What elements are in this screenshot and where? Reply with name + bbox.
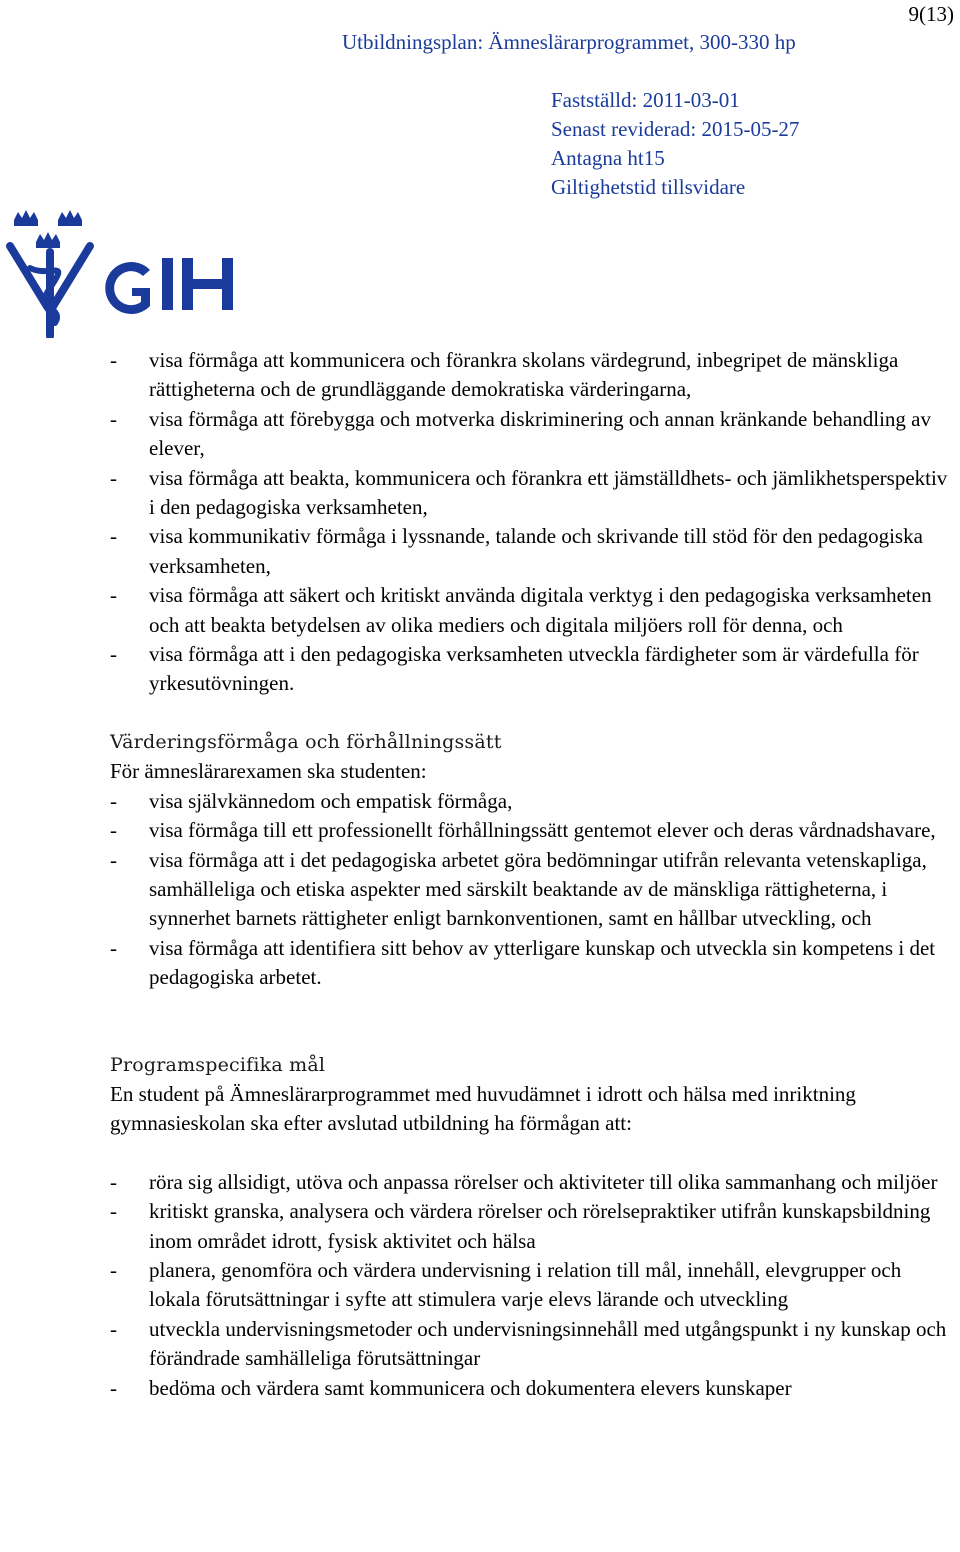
program-goals-list: [110, 1168, 955, 1403]
list-item: - utveckla undervisningsmetoder och undervisningsinnehåll med utgångspunkt i ny kunskap och förändrade samhälleliga förutsättningar: [110, 1316, 947, 1371]
list-item: - visa förmåga att förebygga och motverka diskriminering och annan kränkande behandling av elever,: [110, 406, 931, 461]
meta-admitted: Antagna ht15: [551, 146, 665, 170]
list-item: - visa förmåga till ett professionellt förhållningssätt gentemot elever och deras vårdnadshavare,: [110, 818, 936, 843]
section-heading: Värderingsförmåga och förhållningssätt: [110, 730, 502, 753]
meta-validity: Giltighetstid tillsvidare: [551, 175, 746, 199]
document-body: [110, 346, 955, 1403]
document-meta: [551, 86, 799, 202]
list-item: - planera, genomföra och värdera undervisning i relation till mål, innehåll, elevgrupper och lokala förutsättningar i syfte att stimulera varje elevs lärande och utveckling: [110, 1257, 902, 1312]
document-title: Utbildningsplan: Ämneslärarprogrammet, 300-330 hp: [342, 30, 796, 54]
skills-list: [110, 346, 955, 699]
program-section: [110, 1051, 955, 1403]
list-item: - visa förmåga att kommunicera och förankra skolans värdegrund, inbegripet de mänskliga rättigheterna och de grundläggande demokratiska värderingarna,: [110, 348, 899, 402]
list-item: - visa förmåga att identifiera sitt behov av ytterligare kunskap och utveckla sin kompetens i det pedagogiska arbetet.: [110, 935, 936, 990]
list-item: - visa kommunikativ förmåga i lyssnande, talande och skrivande till stöd för den pedagogiska verksamheten,: [110, 524, 923, 578]
section-heading: Programspecifika mål: [110, 1053, 326, 1076]
section-intro: För ämneslärarexamen ska studenten:: [110, 759, 427, 784]
list-item: - visa förmåga att säkert och kritiskt använda digitala verktyg i den pedagogiska verksamheten och att beakta betydelsen av olika mediers och digitala miljöers roll för denna, och: [110, 583, 932, 637]
list-item: - visa förmåga att i det pedagogiska arbetet göra bedömningar utifrån relevanta vetenskapliga, samhälleliga och etiska aspekter med särskilt beaktande av de mänskliga rättigheterna, i synnerhet barnets rättigheter enligt barnkonventionen, samt en hållbar utveckling, och: [110, 847, 927, 931]
list-item: - visa förmåga att beakta, kommunicera och förankra ett jämställdhets- och jämlikhetsperspektiv i den pedagogiska verksamheten,: [110, 465, 948, 520]
section-intro: En student på Ämneslärarprogrammet med huvudämnet i idrott och hälsa med inriktning gymnasieskolan ska efter avslutad utbildning ha förmågan att:: [110, 1081, 856, 1136]
gih-wordmark: [105, 258, 233, 314]
values-list: [110, 787, 955, 993]
list-item: - visa självkännedom och empatisk förmåga,: [110, 788, 513, 813]
gih-logo: [0, 208, 250, 338]
page-number: 9(13): [908, 2, 954, 26]
list-item: - visa förmåga att i den pedagogiska verksamheten utveckla färdigheter som är värdefulla för yrkesutövningen.: [110, 642, 919, 696]
meta-established: Fastställd: 2011-03-01: [551, 88, 740, 112]
list-item: - kritiskt granska, analysera och värdera rörelser och rörelsepraktiker utifrån kunskapsbildning inom området idrott, fysisk aktivitet och hälsa: [110, 1199, 931, 1253]
list-item: - röra sig allsidigt, utöva och anpassa rörelser och aktiviteter till olika sammanhang och miljöer: [110, 1169, 938, 1194]
list-item: - bedöma och värdera samt kommunicera och dokumentera elevers kunskaper: [110, 1375, 792, 1400]
crown-icon: [14, 210, 82, 248]
serpent-staff-icon: [10, 246, 90, 336]
values-section: [110, 728, 955, 993]
meta-revised: Senast reviderad: 2015-05-27: [551, 117, 800, 141]
